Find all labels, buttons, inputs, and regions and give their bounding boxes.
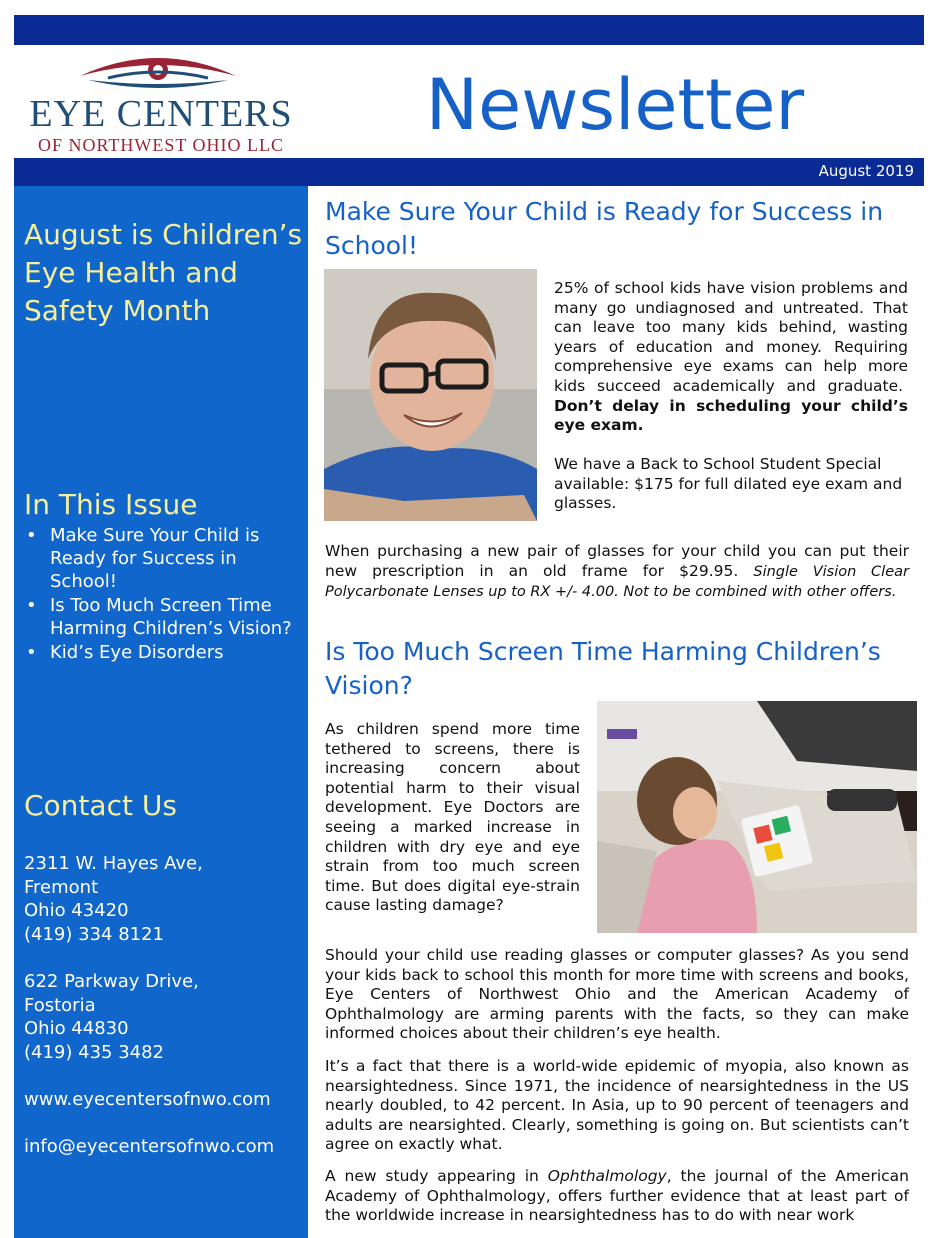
office1-city: Fremont <box>24 876 99 898</box>
article1-special-paragraph: We have a Back to School Student Special available: $175 for full dilated eye exam and glasses. <box>554 455 903 513</box>
article2-study-paragraph <box>325 1167 909 1226</box>
logo-text-eye-centers: EYE CENTERS <box>29 93 293 135</box>
article1-frame-paragraph <box>325 542 909 603</box>
sidebar-feature-heading: August is Children’s Eye Health and Safety Month <box>24 218 303 327</box>
article2-glasses-paragraph: Should your child use reading glasses or computer glasses? As you send your kids back to school this month for more time with screens and books, Eye Centers of Northwest Ohio and the American Academy of Ophthalmology are arming parents with the facts, so they can make informed choices about their children’s eye health. <box>325 946 909 1043</box>
newsletter-title: Newsletter <box>425 64 805 146</box>
contact-office-fremont <box>24 852 203 946</box>
article2-myopia-paragraph: It’s a fact that there is a world-wide epidemic of myopia, also known as nearsightedness. Since 1971, the incidence of nearsightedness in the US nearly doubled, to 42 percent. In Asia, up to 90 percent of teenagers and adults are nearsighted. Clearly, something is going on. But scientists can’t agree on exactly what. <box>325 1057 909 1154</box>
website-link[interactable]: www.eyecentersofnwo.com <box>24 1089 271 1110</box>
office2-city: Fostoria <box>24 994 96 1016</box>
date-bar <box>14 158 924 186</box>
office1-street: 2311 W. Hayes Ave, <box>24 853 203 874</box>
top-banner-bar <box>14 15 924 45</box>
article1-frame-text: When purchasing a new pair of glasses for your child you can put their new prescription in an old frame for $29.95. <box>325 542 909 580</box>
contact-office-fostoria <box>24 970 199 1064</box>
contact-us-heading: Contact Us <box>24 789 177 822</box>
office1-state-zip: Ohio 43420 <box>24 900 129 921</box>
girl-tablet-photo <box>597 701 917 933</box>
article2-study-post: , the journal of the American Academy of Ophthalmology, offers further evidence that at least part of the worldwide increase in nearsightedness has to do with near work <box>325 1167 909 1225</box>
article2-title: Is Too Much Screen Time Harming Children’s Vision? <box>325 637 881 700</box>
article1-lens-terms: Single Vision Clear Polycarbonate Lenses up to RX +/- 4.00. Not to be combined with other offers. <box>325 563 909 601</box>
article2-study-pre: A new study appearing in <box>325 1167 539 1185</box>
office2-phone[interactable]: (419) 435 3482 <box>24 1041 165 1063</box>
article1-title: Make Sure Your Child is Ready for Success in School! <box>325 197 884 260</box>
eye-logo-icon <box>78 46 238 90</box>
eye-centers-logo <box>24 46 298 158</box>
article1-intro-paragraph <box>554 279 908 436</box>
article1-intro-text: 25% of school kids have vision problems and many go undiagnosed and untreated. That can leave too many kids behind, wasting years of education and money. Requiring comprehensive eye exams can help more kids succeed academically and graduate. <box>554 279 908 395</box>
article1-schedule-callout: Don’t delay in scheduling your child’s eye exam. <box>554 396 908 435</box>
office1-phone[interactable]: (419) 334 8121 <box>24 923 165 945</box>
issue-item-eye-disorders[interactable]: • Kid’s Eye Disorders <box>14 641 304 664</box>
issue-item-screen-time[interactable]: • Is Too Much Screen Time Harming Children’s Vision? <box>14 594 304 640</box>
issue-date: August 2019 <box>818 162 914 180</box>
office2-state-zip: Ohio 44830 <box>24 1018 129 1039</box>
email-link[interactable]: info@eyecentersofnwo.com <box>24 1136 275 1157</box>
article2-intro-paragraph: As children spend more time tethered to screens, there is increasing concern about potential harm to their visual development. Eye Doctors are seeing a marked increase in children with dry eye and eye strain from too much screen time. But does digital eye-strain cause lasting damage? <box>325 720 580 915</box>
boy-reading-photo <box>324 269 537 521</box>
office2-street: 622 Parkway Drive, <box>24 971 199 992</box>
in-this-issue-heading: In This Issue <box>24 488 198 521</box>
issue-list <box>14 524 304 665</box>
sidebar <box>14 186 308 1238</box>
issue-item-success-in-school[interactable]: • Make Sure Your Child is Ready for Success in School! <box>14 524 304 593</box>
logo-text-northwest-ohio: OF NORTHWEST OHIO LLC <box>37 135 285 155</box>
article2-journal-name: Ophthalmology <box>547 1167 667 1185</box>
